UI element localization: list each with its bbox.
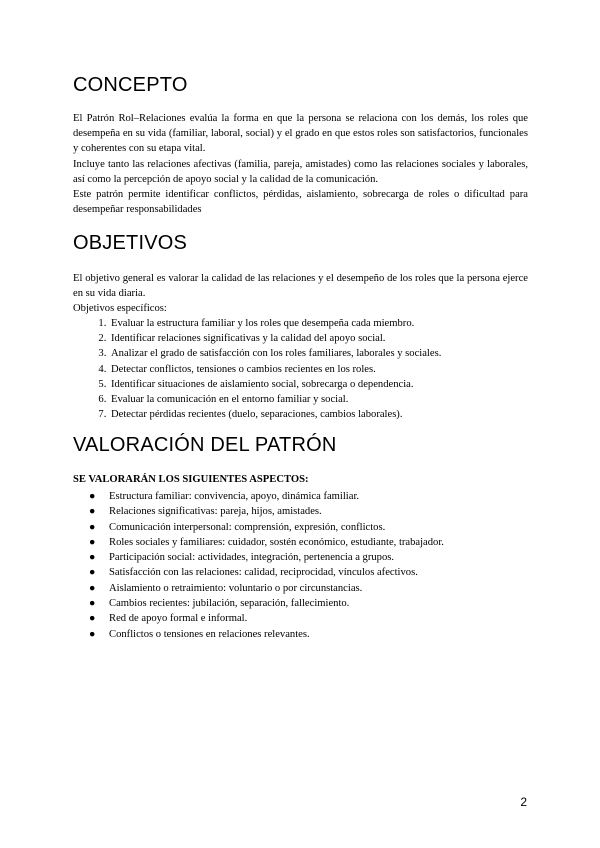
concepto-paragraph-1: El Patrón Rol–Relaciones evalúa la forma en que la persona se relaciona con los demás, los roles que desempeña en su vida (familiar, laboral, social) y el grado en que estos roles son satisfactorios, funcionales y coherentes con su etapa vital. [73, 113, 528, 155]
bullet-icon: ● [89, 628, 96, 640]
list-item [89, 550, 529, 565]
list-item [89, 504, 529, 519]
list-item [89, 489, 529, 504]
objetivo-general: El objetivo general es valorar la calidad de las relaciones y el desempeño de los roles que la persona ejerce en su vida diaria. [73, 273, 528, 300]
list-item [89, 520, 529, 535]
list-item: 3. Analizar el grado de satisfacción con los roles familiares, laborales y sociales. [109, 346, 529, 361]
list-item-text: Conflictos o tensiones en relaciones relevantes. [109, 628, 310, 640]
section-title-concepto: CONCEPTO [73, 74, 188, 96]
list-item: 4. Detectar conflictos, tensiones o cambios recientes en los roles. [109, 362, 529, 377]
list-item-text: Satisfacción con las relaciones: calidad, reciprocidad, vínculos afectivos. [109, 567, 418, 579]
bullet-icon: ● [89, 521, 96, 533]
bullet-icon: ● [89, 491, 96, 502]
list-item [89, 596, 529, 611]
list-item: 7. Detectar pérdidas recientes (duelo, separaciones, cambios laborales). [109, 407, 529, 422]
list-item-text: Roles sociales y familiares: cuidador, sostén económico, estudiante, trabajador. [109, 536, 444, 548]
list-item-text: Red de apoyo formal e informal. [109, 613, 248, 625]
list-item-text: Comunicación interpersonal: comprensión, expresión, conflictos. [109, 521, 386, 533]
list-item: 5. Identificar situaciones de aislamiento social, sobrecarga o dependencia. [109, 377, 529, 392]
valoracion-subheading: SE VALORARÁN LOS SIGUIENTES ASPECTOS: [73, 474, 309, 485]
bullet-icon: ● [89, 506, 96, 518]
list-item: 6. Evaluar la comunicación en el entorno familiar y social. [109, 392, 529, 407]
bullet-icon: ● [89, 582, 96, 594]
list-item-text: Estructura familiar: convivencia, apoyo, dinámica familiar. [109, 491, 360, 502]
concepto-paragraph-2: Incluye tanto las relaciones afectivas (familia, pareja, amistades) como las relaciones sociales y laborales, así como la percepción de apoyo social y la calidad de la comunicación. [73, 159, 528, 186]
list-item-text: Participación social: actividades, integración, pertenencia a grupos. [109, 552, 395, 564]
section-title-valoracion: VALORACIÓN DEL PATRÓN [73, 434, 337, 456]
objetivos-list [73, 316, 529, 422]
list-item [89, 611, 529, 626]
list-item-text: Relaciones significativas: pareja, hijos, amistades. [109, 506, 322, 518]
list-item [89, 565, 529, 580]
list-item-text: Cambios recientes: jubilación, separación, fallecimiento. [109, 598, 350, 610]
list-item [89, 627, 529, 642]
aspectos-list [73, 489, 529, 642]
concepto-paragraph-3: Este patrón permite identificar conflictos, pérdidas, aislamiento, sobrecarga de roles o dificultad para desempeñar responsabilidades [73, 189, 528, 216]
section-title-objetivos: OBJETIVOS [73, 232, 188, 254]
bullet-icon: ● [89, 598, 96, 610]
page-number: 2 [520, 795, 527, 809]
bullet-icon: ● [89, 613, 96, 625]
list-item [89, 581, 529, 596]
bullet-icon: ● [89, 567, 96, 579]
bullet-icon: ● [89, 552, 96, 564]
list-item: 2. Identificar relaciones significativas y la calidad del apoyo social. [109, 331, 529, 346]
bullet-icon: ● [89, 536, 96, 548]
objetivos-especificos-label: Objetivos específicos: [73, 303, 167, 314]
list-item-text: Aislamiento o retraimiento: voluntario o por circunstancias. [109, 582, 363, 594]
list-item [89, 535, 529, 550]
list-item: 1. Evaluar la estructura familiar y los roles que desempeña cada miembro. [109, 316, 529, 331]
